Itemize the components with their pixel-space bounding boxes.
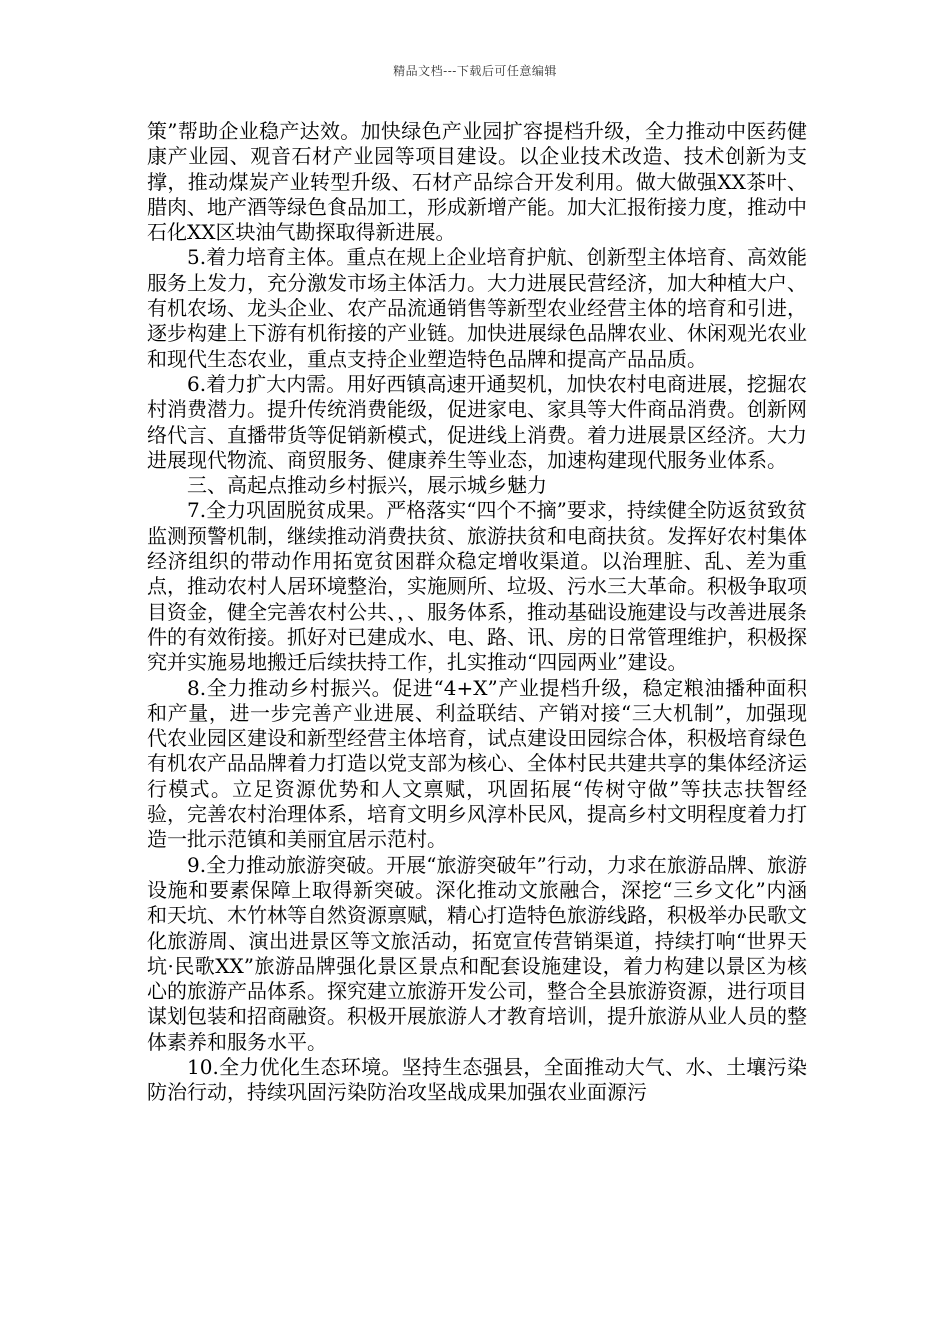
section-heading: 三、高起点推动乡村振兴，展示城乡魅力 bbox=[187, 473, 547, 498]
paragraph: 7.全力巩固脱贫成果。严格落实“四个不摘”要求，持续健全防返贫致贫监测预警机制，继续推动消费扶贫、旅游扶贫和电商扶贫。发挥好农村集体经济组织的带动作用拓宽贫困群众稳定增收渠道。以治理脏、乱、差为重点，推动农村人居环境整治，实施厕所、垃圾、污水三大革命。积极争取项目资金，健全完善农村公共、，、服务体系，推动基础设施建设与改善进展条件的有效衔接。抓好对已建成水、电、路、讯、房的日常管理维护，积极探究并实施易地搬迁后续扶持工作，扎实推动“四园两业”建设。 bbox=[147, 498, 807, 675]
paragraph: 10.全力优化生态环境。坚持生态强县，全面推动大气、水、土壤污染防治行动，持续巩固污染防治攻坚战成果加强农业面源污 bbox=[147, 1054, 807, 1105]
paragraph: 5.着力培育主体。重点在规上企业培育护航、创新型主体培育、高效能服务上发力，充分激发市场主体活力。大力进展民营经济，加大种植大户、有机农场、龙头企业、农产品流通销售等新型农业经营主体的培育和引进，逐步构建上下游有机衔接的产业链。加快进展绿色品牌农业、休闲观光农业和现代生态农业，重点支持企业塑造特色品牌和提高产品品质。 bbox=[147, 245, 807, 371]
document-body bbox=[147, 119, 807, 1106]
paragraph: 8.全力推动乡村振兴。促进“4+X”产业提档升级，稳定粮油播种面积和产量，进一步完善产业进展、利益联结、产销对接“三大机制”，加强现代农业园区建设和新型经营主体培育，试点建设田园综合体，积极培育绿色有机农产品品牌着力打造以党支部为核心、全体村民共建共享的集体经济运行模式。立足资源优势和人文禀赋，巩固拓展“传树守做”等扶志扶智经验，完善农村治理体系，培育文明乡风淳朴民风，提高乡村文明程度着力打造一批示范镇和美丽宜居示范村。 bbox=[147, 675, 807, 852]
page-header: 精品文档---下载后可任意编辑 bbox=[393, 64, 557, 78]
paragraph: 6.着力扩大内需。用好西镇高速开通契机，加快农村电商进展，挖掘农村消费潜力。提升传统消费能级，促进家电、家具等大件商品消费。创新网络代言、直播带货等促销新模式，促进线上消费。着力进展景区经济。大力进展现代物流、商贸服务、健康养生等业态，加速构建现代服务业体系。 bbox=[147, 371, 807, 472]
paragraph: 9.全力推动旅游突破。开展“旅游突破年”行动，力求在旅游品牌、旅游设施和要素保障上取得新突破。深化推动文旅融合，深挖“三乡文化”内涵和天坑、木竹林等自然资源禀赋，精心打造特色旅游线路，积极举办民歌文化旅游周、演出进景区等文旅活动，拓宽宣传营销渠道，持续打响“世界天坑·民歌XX”旅游品牌强化景区景点和配套设施建设，着力构建以景区为核心的旅游产品体系。探究建立旅游开发公司，整合全县旅游资源，进行项目谋划包装和招商融资。积极开展旅游人才教育培训，提升旅游从业人员的整体素养和服务水平。 bbox=[147, 852, 807, 1054]
paragraph: 策”帮助企业稳产达效。加快绿色产业园扩容提档升级，全力推动中医药健康产业园、观音石材产业园等项目建设。以企业技术改造、技术创新为支撑，推动煤炭产业转型升级、石材产品综合开发利用。做大做强XX茶叶、腊肉、地产酒等绿色食品加工，形成新增产能。加大汇报衔接力度，推动中石化XX区块油气勘探取得新进展。 bbox=[147, 119, 807, 245]
